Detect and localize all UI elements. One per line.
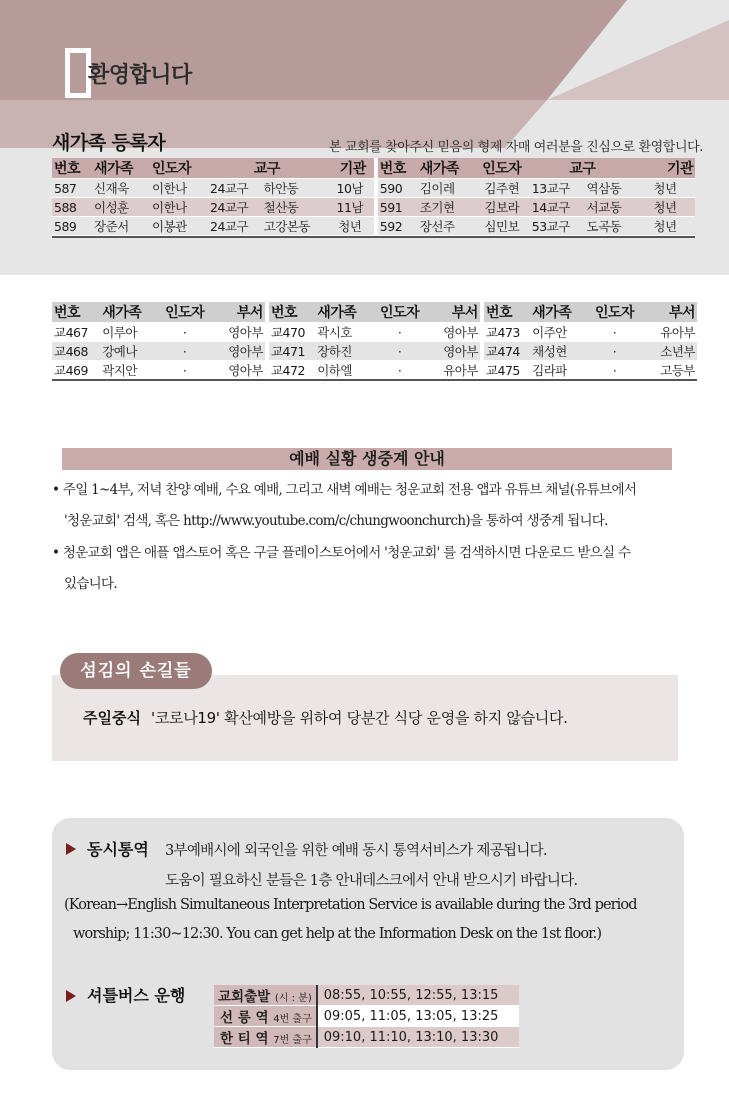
cell-number: 교469: [52, 361, 100, 380]
cell-name: 신재욱: [94, 181, 129, 196]
col-header: 인도자: [588, 302, 640, 323]
col-header: 인도자: [373, 302, 425, 323]
col-header: 교구: [208, 158, 326, 179]
col-header: 기관: [326, 158, 376, 179]
cell-guide: 심민보: [484, 219, 520, 234]
table-bottom-rule: [52, 236, 695, 238]
cell-name: 김라파: [530, 361, 588, 380]
cell-name: 이루아: [100, 323, 158, 342]
stop-name: 선 릉 역: [219, 1010, 269, 1026]
cell-name: 장선주: [419, 219, 455, 234]
cell-guide: ·: [373, 342, 425, 361]
cell-guide: 이한나: [150, 198, 208, 217]
cell-guide: 이봉관: [152, 219, 187, 234]
cell-dept: 유아부: [426, 361, 482, 380]
triangle-bullet-icon: [66, 843, 76, 855]
new-family-title: 새가족 등록자: [52, 132, 166, 154]
col-header: 새가족: [315, 302, 373, 323]
interpretation-line-1: 3부예배시에 외국인을 위한 예배 동시 통역서비스가 제공됩니다.: [165, 843, 547, 859]
cell-dept: 영아부: [211, 323, 267, 342]
table-header-row: [52, 158, 695, 179]
cell-name: 이하엘: [315, 361, 373, 380]
col-header: 번호: [52, 302, 100, 323]
cell-name: 장준서: [94, 219, 129, 234]
cell-guide: ·: [158, 361, 210, 380]
shuttle-times: 09:05, 11:05, 13:05, 13:25: [317, 1006, 519, 1027]
cell-area: 서교동: [585, 198, 635, 217]
stop-name: 한 티 역: [219, 1031, 269, 1047]
livestream-line-1: • 주일 1~4부, 저녁 찬양 예배, 수요 예배, 그리고 새벽 예배는 청운교회 전용 앱과 유튜브 채널(유튜브에서: [52, 482, 637, 498]
cell-parish: 24교구: [210, 219, 249, 234]
cell-guide: ·: [158, 323, 210, 342]
cell-org: 청년: [653, 219, 677, 234]
cell-number: 588: [52, 198, 92, 217]
cell-area: 고강본동: [263, 219, 310, 234]
col-header: 부서: [211, 302, 267, 323]
table-row: [52, 198, 695, 217]
cell-org: 청년: [338, 219, 362, 234]
cell-name: 채성현: [530, 342, 588, 361]
col-header: 인도자: [474, 158, 530, 179]
new-family-table: [52, 158, 695, 236]
cell-dept: 소년부: [641, 342, 697, 361]
cell-guide: 김주현: [484, 181, 520, 196]
cell-org: 청년: [635, 198, 695, 217]
cell-number: 교472: [267, 361, 315, 380]
table-bottom-rule: [52, 379, 697, 381]
cell-parish: 24교구: [210, 181, 249, 196]
shuttle-timetable: [214, 985, 519, 1048]
table-row: [214, 1027, 519, 1048]
cell-name: 강예나: [100, 342, 158, 361]
page-title: 환영합니다: [88, 63, 192, 88]
col-header: 인도자: [150, 158, 208, 179]
cell-guide: 이한나: [152, 181, 187, 196]
cell-parish: 24교구: [208, 198, 262, 217]
table-row: [52, 323, 697, 342]
table-row: [214, 1006, 519, 1027]
shuttle-stop: [214, 1006, 317, 1027]
stop-detail: (시 : 분): [274, 993, 312, 1004]
table-header-row: [52, 302, 697, 323]
interpretation-line-3: (Korean→English Simultaneous Interpretation Service is available during the 3rd period: [64, 897, 637, 913]
cell-name: 곽지안: [100, 361, 158, 380]
cell-number: 587: [54, 180, 77, 196]
shuttle-stop: [214, 1027, 317, 1048]
cell-dept: 고등부: [641, 361, 697, 380]
notice-text: '코로나19' 확산예방을 위하여 당분간 식당 운영을 하지 않습니다.: [151, 709, 568, 727]
col-header: 번호: [52, 158, 92, 179]
livestream-line-4: 있습니다.: [64, 576, 117, 592]
livestream-line-3: • 청운교회 앱은 애플 앱스토어 혹은 구글 플레이스토어에서 '청운교회' 를 검색하시면 다운로드 받으실 수: [52, 545, 631, 561]
col-header: 번호: [376, 158, 418, 179]
col-header: 새가족: [530, 302, 588, 323]
col-header: 부서: [426, 302, 482, 323]
col-header: 부서: [641, 302, 697, 323]
stop-detail: 7번 출구: [273, 1035, 312, 1046]
cell-name: 김이레: [419, 181, 455, 196]
stop-detail: 4번 출구: [273, 1014, 312, 1025]
cell-area: 철산동: [262, 198, 326, 217]
cell-parish: 13교구: [531, 181, 570, 196]
cell-dept: 영아부: [211, 342, 267, 361]
col-header: 인도자: [158, 302, 210, 323]
cell-number: 교471: [267, 342, 315, 361]
cell-dept: 유아부: [641, 323, 697, 342]
interpretation-label: 동시통역: [87, 840, 149, 859]
cell-number: 591: [376, 198, 418, 217]
table-row: [52, 361, 697, 380]
cell-dept: 영아부: [426, 323, 482, 342]
shuttle-stop: [214, 985, 317, 1006]
notice-label: 주일중식: [83, 709, 141, 727]
interpretation-line-2: 도움이 필요하신 분들은 1층 안내데스크에서 안내 받으시기 바랍니다.: [165, 873, 578, 889]
table-row: [52, 179, 695, 198]
shuttle-times: 08:55, 10:55, 12:55, 13:15: [317, 985, 519, 1006]
new-family-subtitle: 본 교회를 찾아주신 믿음의 형제 자매 여러분을 진심으로 환영합니다.: [329, 140, 704, 155]
cell-guide: ·: [373, 361, 425, 380]
cell-name: 곽시호: [315, 323, 373, 342]
cell-dept: 영아부: [211, 361, 267, 380]
col-header: 기관: [635, 158, 695, 179]
col-header: 번호: [482, 302, 530, 323]
cell-org: 10남: [336, 181, 364, 196]
cell-name: 조기현: [418, 198, 474, 217]
cell-guide: 김보라: [474, 198, 530, 217]
triangle-bullet-icon: [66, 990, 76, 1002]
cell-number: 교473: [482, 323, 530, 342]
shuttle-label: 셔틀버스 운행: [87, 986, 186, 1005]
col-header: 새가족: [92, 158, 150, 179]
cell-name: 이주안: [530, 323, 588, 342]
cell-number: 교470: [267, 323, 315, 342]
cell-org: 11남: [326, 198, 376, 217]
interpretation-line-4: worship; 11:30~12:30. You can get help at the Information Desk on the 1st floor.): [73, 926, 602, 942]
stop-name: 교회출발: [218, 989, 271, 1005]
col-header: 새가족: [418, 158, 474, 179]
col-header: 번호: [267, 302, 315, 323]
cell-number: 592: [376, 217, 418, 236]
col-header: 새가족: [100, 302, 158, 323]
cell-number: 590: [376, 179, 418, 198]
table-row: [52, 342, 697, 361]
cell-guide: ·: [588, 342, 640, 361]
table-row: [214, 985, 519, 1006]
cell-guide: ·: [588, 323, 640, 342]
shuttle-times: 09:10, 11:10, 13:10, 13:30: [317, 1027, 519, 1048]
cell-number: 교468: [52, 342, 100, 361]
cell-parish: 14교구: [530, 198, 585, 217]
cell-area: 역삼동: [586, 181, 622, 196]
col-header: 교구: [530, 158, 635, 179]
livestream-line-2: '청운교회' 검색, 혹은 http://www.youtube.com/c/chungwoonchurch)을 통하여 생중계 됩니다.: [64, 513, 608, 529]
notice-badge: 섬김의 손길들: [60, 653, 212, 689]
cell-number: 교475: [482, 361, 530, 380]
children-table: [52, 302, 697, 380]
table-row: [52, 217, 695, 236]
cell-number: 교467: [52, 323, 100, 342]
cell-name: 장하진: [315, 342, 373, 361]
cell-guide: ·: [158, 342, 210, 361]
cell-area: 하안동: [263, 181, 299, 196]
cell-guide: ·: [588, 361, 640, 380]
cell-dept: 영아부: [426, 342, 482, 361]
cell-area: 도곡동: [586, 219, 622, 234]
cell-name: 이성훈: [92, 198, 150, 217]
livestream-title: 예배 실황 생중계 안내: [62, 448, 672, 470]
cell-guide: ·: [373, 323, 425, 342]
cell-org: 청년: [653, 181, 677, 196]
cell-number: 589: [54, 218, 77, 234]
cell-parish: 53교구: [531, 219, 570, 234]
cell-number: 교474: [482, 342, 530, 361]
